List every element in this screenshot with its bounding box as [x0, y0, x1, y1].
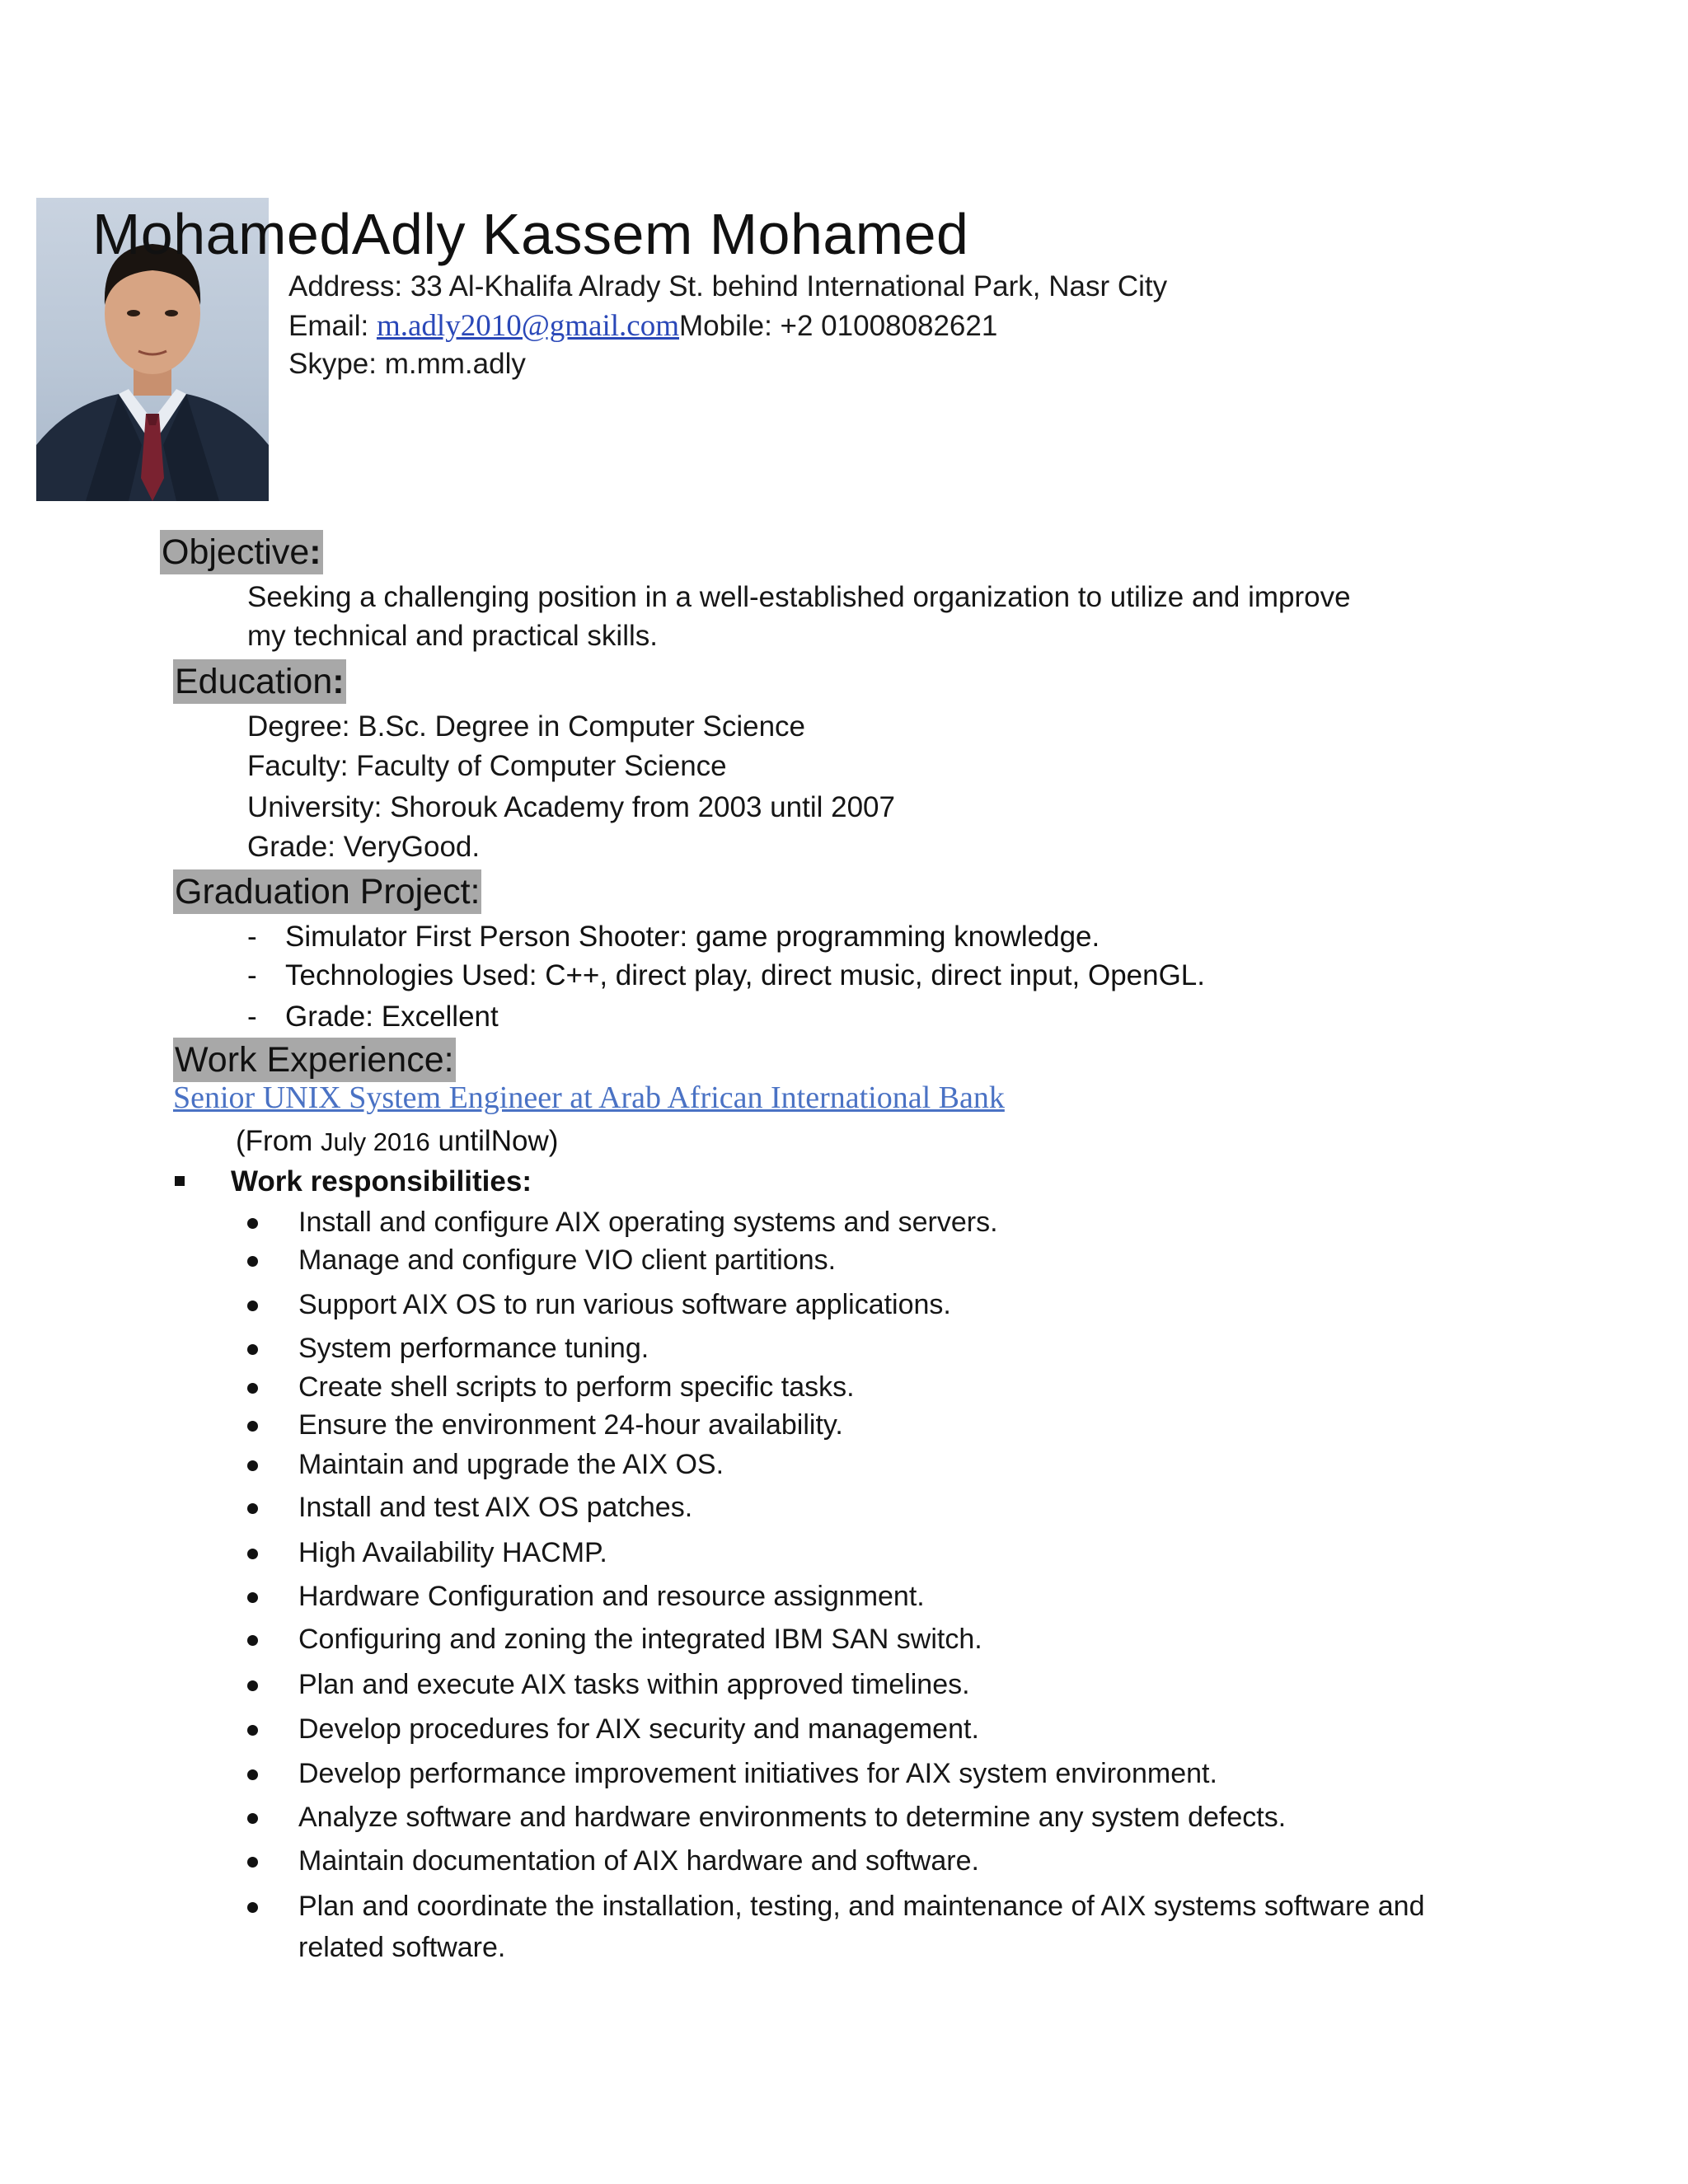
contact-email-mobile	[288, 308, 997, 344]
bullet-icon	[247, 1301, 258, 1311]
bullet-icon	[247, 1769, 258, 1780]
bullet-icon	[247, 1256, 258, 1267]
graduation-project-heading: Graduation Project:	[173, 869, 481, 914]
project-item: - Grade: Excellent	[247, 1001, 499, 1033]
full-name: MohamedAdly Kassem Mohamed	[92, 202, 969, 266]
project-item: - Simulator First Person Shooter: game programming knowledge.	[247, 921, 1100, 953]
resume-page: MohamedAdly Kassem Mohamed Address: 33 Al-Khalifa Alrady St. behind International Park, Nasr City Email: m.adly2010@gmail.comMobile: +2 01008082621 Skype: m.mm.adly Objective: Seeking a challenging position in a well-established organization to utilize and improve my technical and practical skills. Education: Degree: B.Sc. Degree in Computer Science Faculty: Faculty of Computer Science University: Shorouk Academy from 2003 until 2007 Grade: VeryGood. Graduation Project: - Simulator First Person Shooter: game programming knowledge. - Technologies Used: C++, direct play, direct music, direct input, OpenGL. - Grade: Excellent Work Experience: Senior UNIX System Engineer at Arab African International Bank (From July 2016 untilNow) Work responsibilities: Install and configure AIX operating systems and servers. Manage and configure VIO client partitions. Support AIX OS to run various software applications. System performance tuning. Create shell scripts to perform specific tasks. Ensure the environment 24-hour availability. Maintain and upgrade the AIX OS. Install and test AIX OS patches. High Availability HACMP. Hardware Configuration and resource assignment. Configuring and zoning the integrated IBM SAN switch. Plan and execute AIX tasks within approved timelines. Develop procedures for AIX security and management. Develop performance improvement initiatives for AIX system environment. Analyze software and hardware environments to determine any system defects. Maintain documentation of AIX hardware and software. Plan and coordinate the installation, testing, and maintenance of AIX systems software and related software.	[0, 0, 1688, 2184]
bullet-icon	[247, 1902, 258, 1913]
bullet-icon	[247, 1725, 258, 1736]
bullet-icon	[247, 1813, 258, 1824]
bullet-icon	[247, 1218, 258, 1229]
bullet-icon	[247, 1460, 258, 1471]
objective-heading: Objective:	[160, 530, 323, 574]
bullet-icon	[247, 1503, 258, 1514]
skype: Skype: m.mm.adly	[288, 348, 526, 380]
education-line: Faculty: Faculty of Computer Science	[247, 750, 727, 782]
employment-period: (From July 2016 untilNow)	[236, 1125, 559, 1157]
bullet-icon	[247, 1383, 258, 1394]
education-line: University: Shorouk Academy from 2003 until 2007	[247, 791, 895, 823]
objective-line: my technical and practical skills.	[247, 620, 658, 652]
square-bullet-icon	[175, 1176, 185, 1186]
education-heading: Education:	[173, 659, 346, 704]
education-line: Grade: VeryGood.	[247, 831, 481, 863]
project-item: - Technologies Used: C++, direct play, direct music, direct input, OpenGL.	[247, 959, 1206, 991]
education-line: Degree: B.Sc. Degree in Computer Science	[247, 710, 805, 743]
bullet-icon	[247, 1549, 258, 1559]
mobile: Mobile: +2 01008082621	[679, 310, 998, 342]
email-label: Email:	[288, 310, 377, 342]
bullet-icon	[247, 1680, 258, 1691]
bullet-icon	[247, 1635, 258, 1646]
email-link[interactable]: m.adly2010@gmail.com	[376, 309, 679, 343]
bullet-icon	[247, 1344, 258, 1355]
work-experience-heading: Work Experience:	[173, 1038, 456, 1082]
job-title-link[interactable]: Senior UNIX System Engineer at Arab African International Bank	[173, 1080, 1005, 1115]
bullet-icon	[247, 1857, 258, 1868]
address: Address: 33 Al-Khalifa Alrady St. behind International Park, Nasr City	[288, 270, 1168, 302]
responsibilities-heading: Work responsibilities:	[175, 1165, 532, 1198]
bullet-icon	[247, 1421, 258, 1432]
objective-line: Seeking a challenging position in a well-established organization to utilize and improve	[247, 581, 1351, 613]
bullet-icon	[247, 1592, 258, 1603]
